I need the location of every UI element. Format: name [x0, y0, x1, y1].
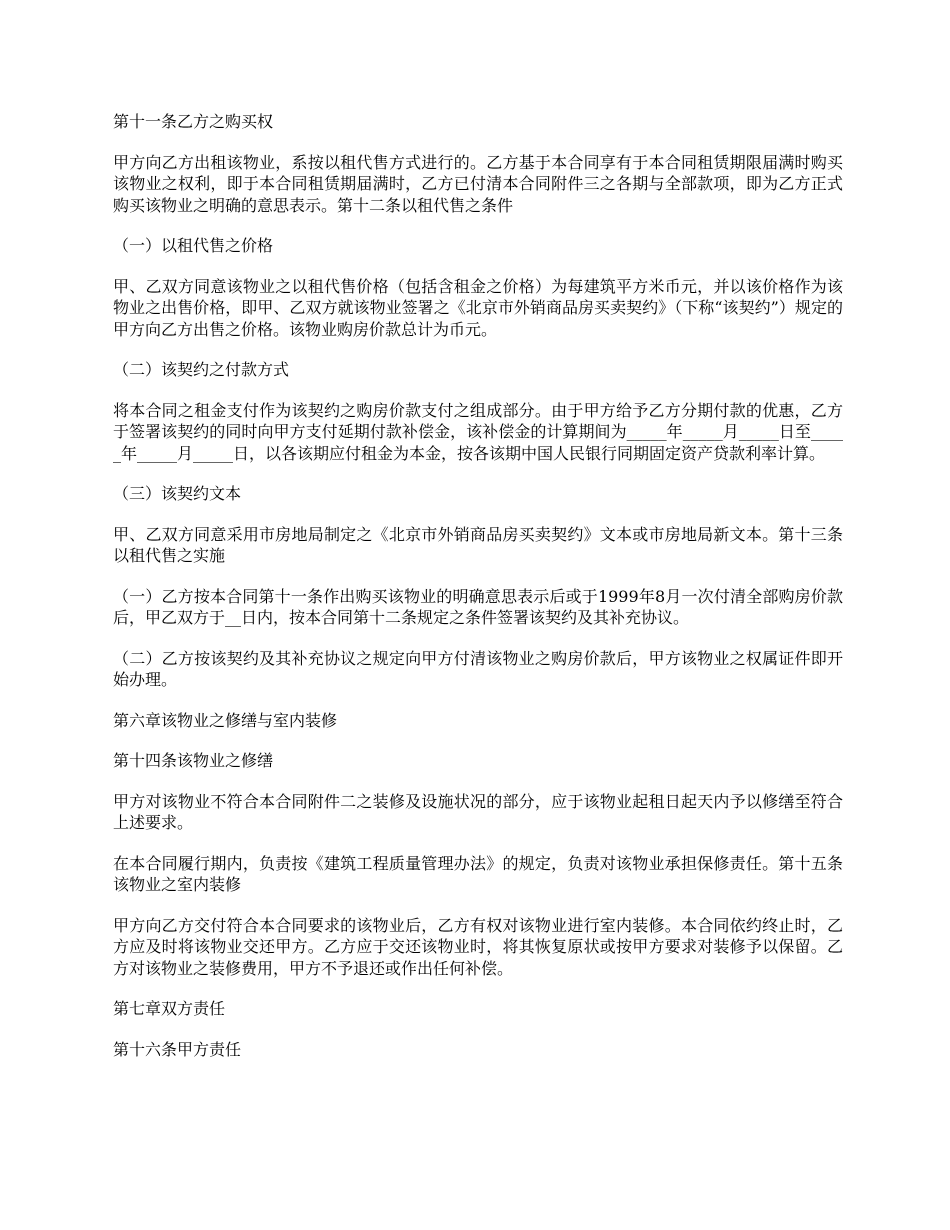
body-paragraph: （一）乙方按本合同第十一条作出购买该物业的明确意思表示后或于1999年8月一次付清全部购房价款后，甲乙双方于__日内，按本合同第十二条规定之条件签署该契约及其补充协议。	[113, 586, 843, 627]
body-paragraph: （二）乙方按该契约及其补充协议之规定向甲方付清该物业之购房价款后，甲方该物业之权属证件即开始办理。	[113, 648, 843, 689]
body-paragraph: 甲方向乙方出租该物业，系按以租代售方式进行的。乙方基于本合同享有于本合同租赁期限届满时购买该物业之权利，即于本合同租赁期届满时，乙方已付清本合同附件三之各期与全部款项，即为乙方正式购买该物业之明确的意思表示。第十二条以租代售之条件	[113, 152, 843, 215]
clause-heading: （三）该契约文本	[113, 484, 242, 503]
chapter-heading: 第六章该物业之修缮与室内装修	[113, 710, 338, 730]
article-heading: 第十一条乙方之购买权	[113, 112, 274, 131]
body-paragraph: 甲方向乙方交付符合本合同要求的该物业后，乙方有权对该物业进行室内装修。本合同依约终止时，乙方应及时将该物业交还甲方。乙方应于交还该物业时，将其恢复原状或按甲方要求对装修予以保留。乙方对该物业之装修费用，甲方不予退还或作出任何补偿。	[113, 915, 843, 978]
clause-heading: （二）该契约之付款方式	[113, 360, 290, 379]
document-body	[113, 111, 843, 1079]
chapter-heading: 第七章双方责任	[113, 999, 226, 1018]
body-paragraph: 甲、乙双方同意采用市房地局制定之《北京市外销商品房买卖契约》文本或市房地局新文本。第十三条以租代售之实施	[113, 524, 843, 565]
article-heading: 第十四条该物业之修缮	[113, 751, 274, 770]
body-paragraph: 甲方对该物业不符合本合同附件二之装修及设施状况的部分，应于该物业起租日起天内予以修缮至符合上述要求。	[113, 791, 843, 832]
body-paragraph: 将本合同之租金支付作为该契约之购房价款支付之组成部分。由于甲方给予乙方分期付款的优惠，乙方于签署该契约的同时向甲方支付延期付款补偿金，该补偿金的计算期间为_____年_____月_____日至_____年_____月_____日，以各该期应付租金为本金，按各该期中国人民银行同期固定资产贷款利率计算。	[113, 400, 843, 463]
article-heading: 第十六条甲方责任	[113, 1039, 242, 1059]
body-paragraph: 甲、乙双方同意该物业之以租代售价格（包括含租金之价格）为每建筑平方米币元，并以该价格作为该物业之出售价格，即甲、乙双方就该物业签署之《北京市外销商品房买卖契约》（下称“该契约”）规定的甲方向乙方出售之价格。该物业购房价款总计为币元。	[113, 276, 843, 339]
body-paragraph: 在本合同履行期内，负责按《建筑工程质量管理办法》的规定，负责对该物业承担保修责任。第十五条该物业之室内装修	[113, 853, 843, 894]
clause-heading: （一）以租代售之价格	[113, 236, 274, 255]
